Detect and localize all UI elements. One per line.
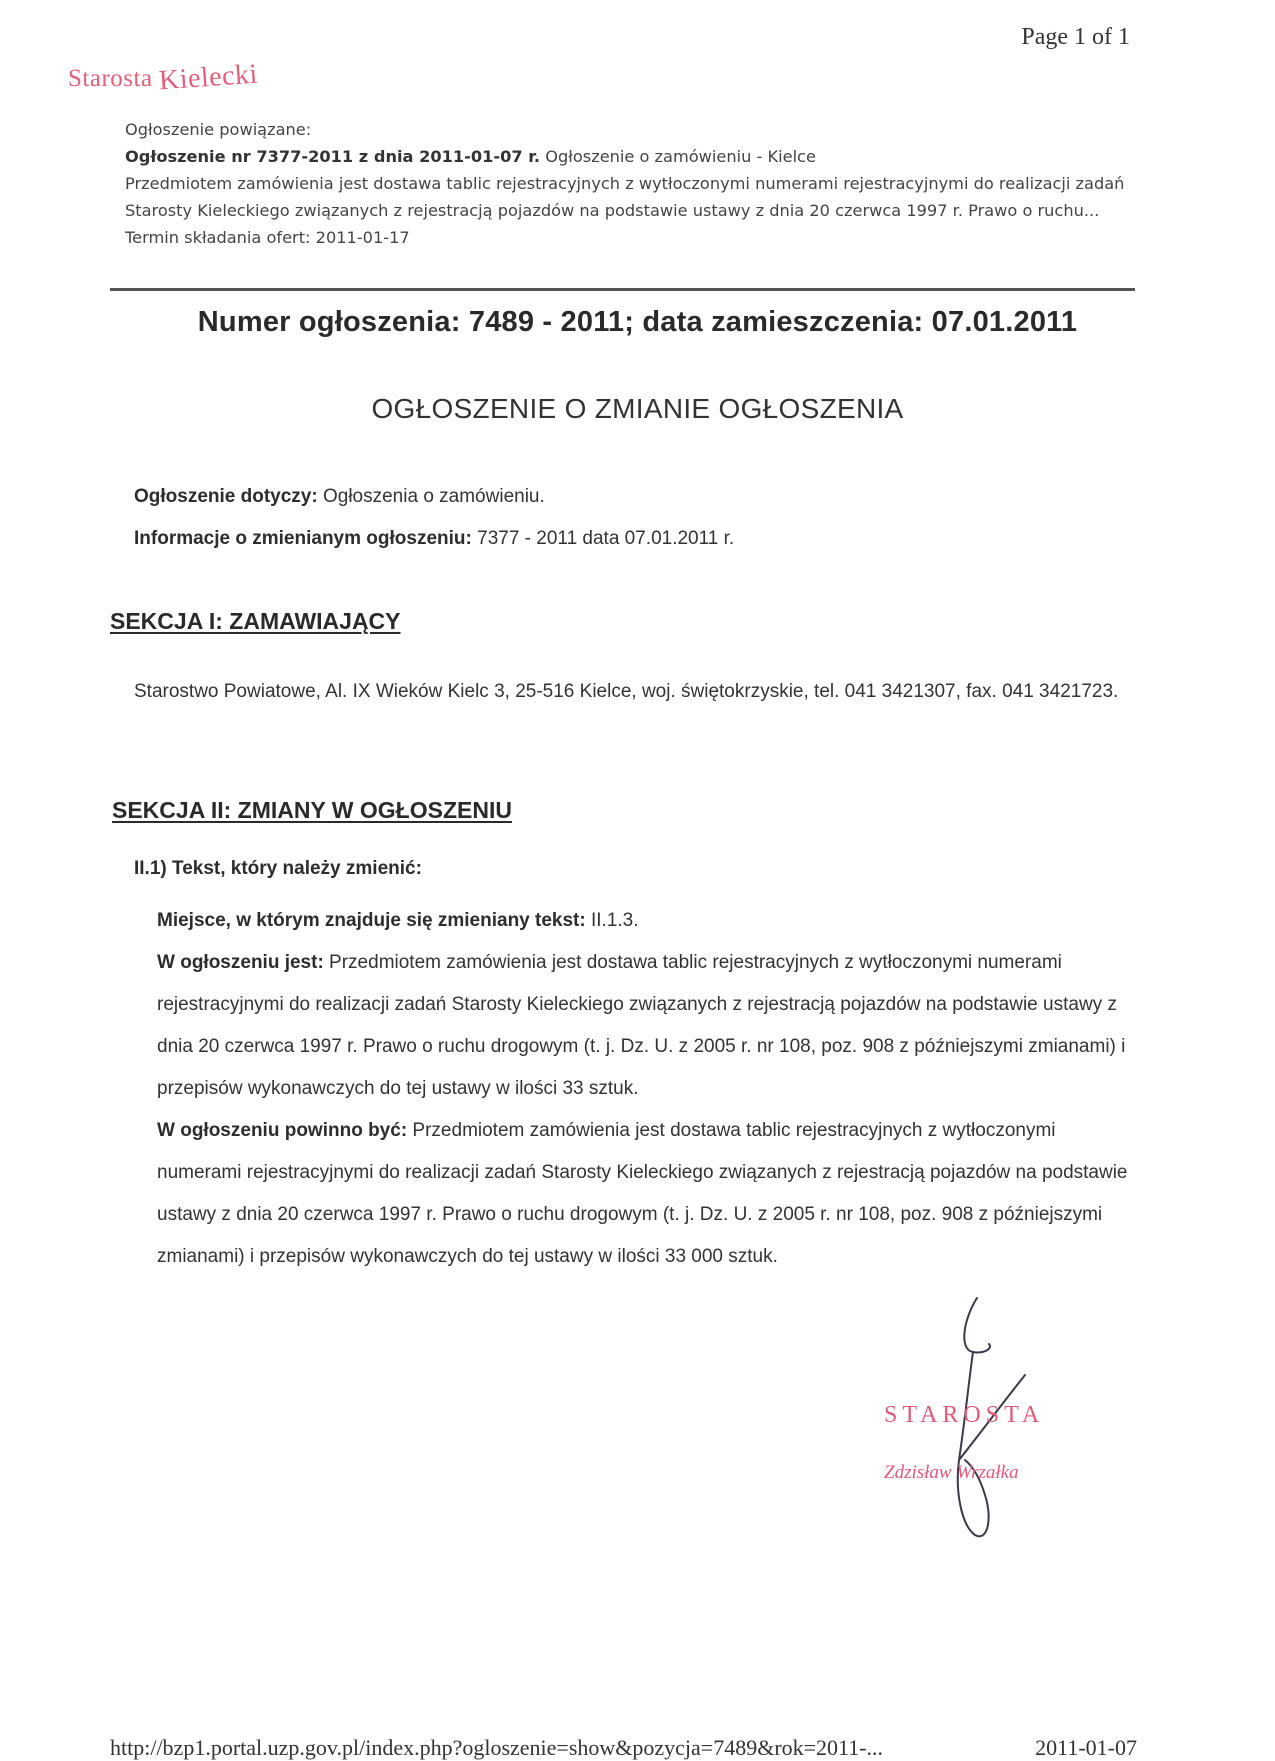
footer-date: 2011-01-07	[1035, 1735, 1137, 1760]
footer-url: http://bzp1.portal.uzp.gov.pl/index.php?ogloszenie=show&pozycja=7489&rok=2011-...	[110, 1735, 884, 1760]
change-location-label: Miejsce, w którym znajduje się zmieniany tekst:	[157, 910, 586, 931]
subsection-heading: II.1) Tekst, który należy zmienić:	[134, 858, 422, 879]
related-notice-line	[125, 143, 1135, 170]
related-notice	[125, 116, 1135, 251]
notice-number-heading: Numer ogłoszenia: 7489 - 2011; data zamieszczenia: 07.01.2011	[197, 306, 1078, 338]
changes-body	[157, 900, 1137, 1278]
current-text	[157, 942, 1137, 1110]
current-text-value: Przedmiotem zamówienia jest dostawa tablic rejestracyjnych z wytłoczonymi numerami rejestracyjnymi do realizacji zadań Starosty Kieleckiego związanych z rejestracją pojazdów na podstawie ustawy z dnia 20 czerwca 1997 r. Prawo o ruchu drogowym (t. j. Dz. U. z 2005 r. nr 108, poz. 908 z późniejszymi zmianami) i przepisów wykonawczych do tej ustawy w ilości 33 sztuk.	[157, 952, 1126, 1099]
new-text	[157, 1110, 1137, 1278]
stamp-signatory-name: Zdzisław Wrzałka	[884, 1462, 1019, 1483]
section-2-heading: SEKCJA II: ZMIANY W OGŁOSZENIU	[112, 797, 512, 823]
info-changed-value: 7377 - 2011 data 07.01.2011 r.	[471, 528, 735, 549]
contracting-authority-address: Starostwo Powiatowe, Al. IX Wieków Kielc 3, 25-516 Kielce, woj. świętokrzyskie, tel. 041 3421307, fax. 041 3421723.	[134, 681, 1119, 702]
change-location-value: II.1.3.	[585, 910, 639, 931]
change-location	[157, 900, 1137, 942]
new-text-value: Przedmiotem zamówienia jest dostawa tablic rejestracyjnych z wytłoczonymi numerami rejestracyjnymi do realizacji zadań Starosty Kieleckiego związanych z rejestracją pojazdów na podstawie ustawy z dnia 20 czerwca 1997 r. Prawo o ruchu drogowym (t. j. Dz. U. z 2005 r. nr 108, poz. 908 z późniejszymi zmianami) i przepisów wykonawczych do tej ustawy w ilości 33 000 sztuk.	[157, 1120, 1128, 1267]
info-changed-notice	[134, 528, 734, 550]
related-deadline: Termin składania ofert: 2011-01-17	[125, 228, 410, 247]
related-description: Przedmiotem zamówienia jest dostawa tablic rejestracyjnych z wytłoczonymi numerami rejestracyjnymi do realizacji zadań Starosty Kieleckiego związanych z rejestracją pojazdów na podstawie ustawy z dnia 20 czerwca 1997 r. Prawo o ruchu...	[125, 174, 1125, 220]
info-concerns-label: Ogłoszenie dotyczy:	[134, 486, 318, 507]
current-text-label: W ogłoszeniu jest:	[157, 952, 324, 973]
related-notice-type: Ogłoszenie o zamówieniu - Kielce	[540, 147, 816, 166]
document-title: OGŁOSZENIE O ZMIANIE OGŁOSZENIA	[371, 393, 904, 424]
stamp-word-1: Starosta	[68, 65, 153, 92]
info-concerns-value: Ogłoszenia o zamówieniu.	[317, 486, 545, 507]
divider-rule	[110, 288, 1135, 291]
related-label: Ogłoszenie powiązane:	[125, 120, 312, 139]
info-changed-label: Informacje o zmienianym ogłoszeniu:	[134, 528, 472, 549]
new-text-label: W ogłoszeniu powinno być:	[157, 1120, 408, 1141]
section-1-heading: SEKCJA I: ZAMAWIAJĄCY	[110, 608, 401, 634]
stamp-starosta: STAROSTA	[884, 1402, 1045, 1428]
stamp-starosta-kielecki	[68, 58, 259, 97]
stamp-word-2: Kielecki	[157, 58, 259, 97]
info-concerns	[134, 486, 545, 508]
related-notice-number: Ogłoszenie nr 7377-2011 z dnia 2011-01-07 r.	[125, 147, 541, 166]
page-number: Page 1 of 1	[1021, 24, 1130, 50]
